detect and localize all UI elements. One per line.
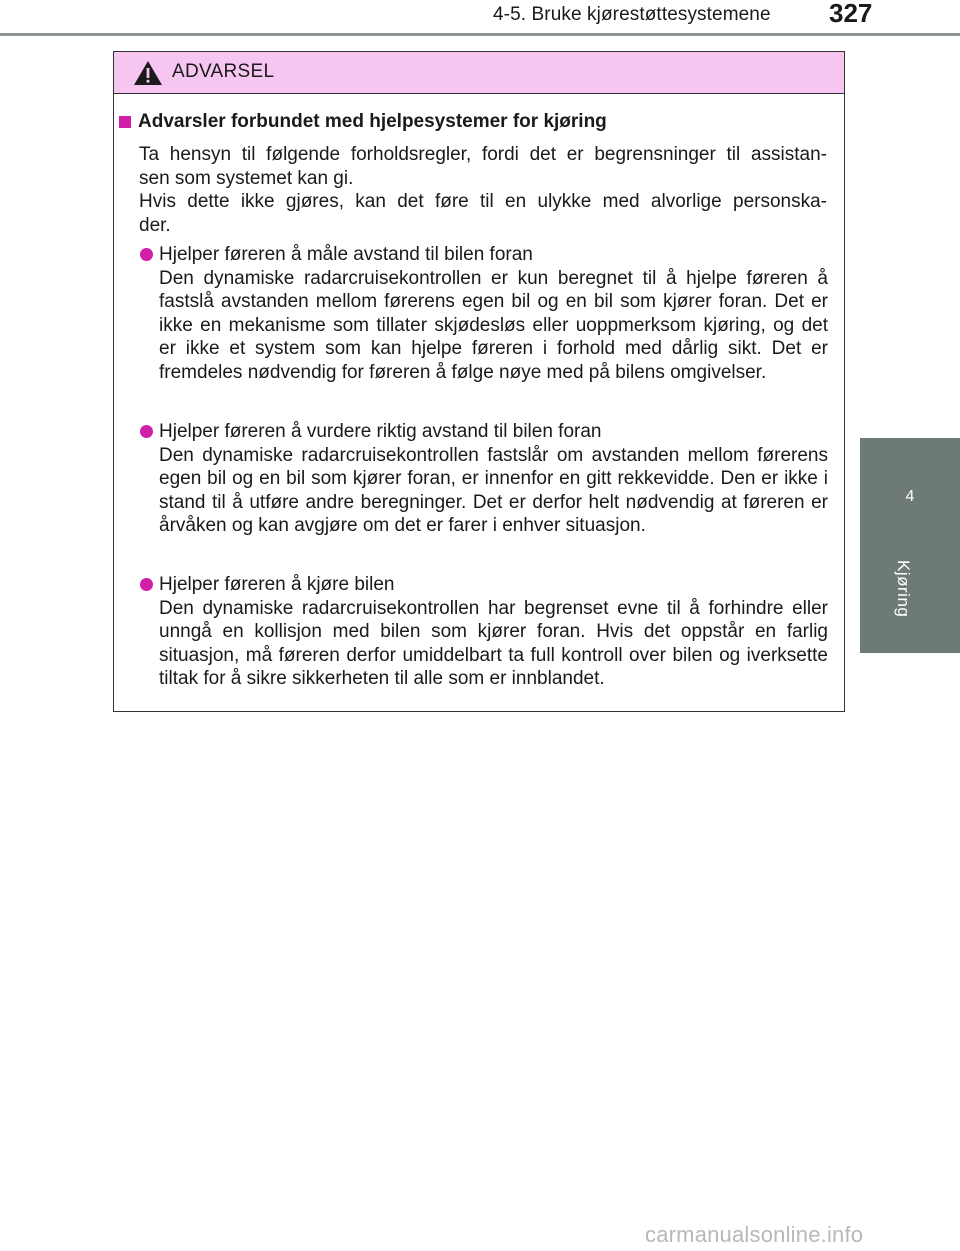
header-rule — [0, 33, 960, 36]
list-item-text: Den dynamiske radarcruisekontrollen er kun beregnet til å hjelpe føreren å fastslå avstanden mellom førerens egen bil og en bil som kjører foran. Det er ikke en mekanisme som tillater skjødesløs eller uoppmerksom kjøring, og det er ikke et system som kan hjelpe føreren i forhold med dårlig sikt. Det er fremdeles nødvendig for føreren å følge nøye med på bilens omgivelser. — [159, 267, 828, 383]
page-header — [0, 0, 960, 38]
chapter-label: Kjøring — [894, 560, 913, 618]
round-bullet-icon — [140, 578, 153, 591]
chapter-number: 4 — [905, 488, 915, 505]
watermark: carmanualsonline.info — [645, 1222, 864, 1247]
warning-title: ADVARSEL — [172, 61, 275, 82]
chapter-tab — [860, 438, 960, 653]
intro-line: der. — [139, 214, 171, 236]
intro-line: Hvis dette ikke gjøres, kan det føre til en ulykke med alvorlige personska- — [139, 191, 827, 213]
square-bullet-icon — [119, 116, 131, 128]
list-item-text: Den dynamiske radarcruisekontrollen har begrenset evne til å forhindre eller unngå en kollisjon med bilen som kjører foran. Hvis det oppstår en farlig situasjon, må føreren derfor umiddelbart ta full kontroll over bilen og iverksette tiltak for å sikre sikkerheten til alle som er innblandet. — [159, 597, 828, 690]
warning-header — [114, 52, 844, 94]
round-bullet-icon — [140, 248, 153, 261]
list-item-title: Hjelper føreren å kjøre bilen — [159, 574, 395, 595]
list-item-title: Hjelper føreren å vurdere riktig avstand til bilen foran — [159, 421, 602, 442]
page-number: 327 — [829, 0, 873, 28]
warning-box — [113, 51, 845, 712]
intro-paragraph — [139, 143, 827, 237]
intro-line: Ta hensyn til følgende forholdsregler, fordi det er begrensninger til assistan- — [139, 144, 827, 165]
section-heading — [119, 111, 607, 133]
list-item-text: Den dynamiske radarcruisekontrollen fastslår om avstanden mellom førerens egen bil og en bil som kjører foran, er innenfor en gitt rekkevidde. Den er ikke i stand til å utføre andre beregninger. Det er derfor helt nødvendig at føreren er årvåken og kan avgjøre om det er farer i enhver situasjon. — [159, 444, 828, 537]
section-title: 4-5. Bruke kjørestøttesystemene — [493, 4, 771, 25]
intro-line: sen som systemet kan gi. — [139, 167, 354, 189]
round-bullet-icon — [140, 425, 153, 438]
warning-triangle-icon — [133, 60, 163, 86]
list-item-title: Hjelper føreren å måle avstand til bilen foran — [159, 244, 533, 265]
section-heading-text: Advarsler forbundet med hjelpesystemer for kjøring — [138, 111, 607, 132]
